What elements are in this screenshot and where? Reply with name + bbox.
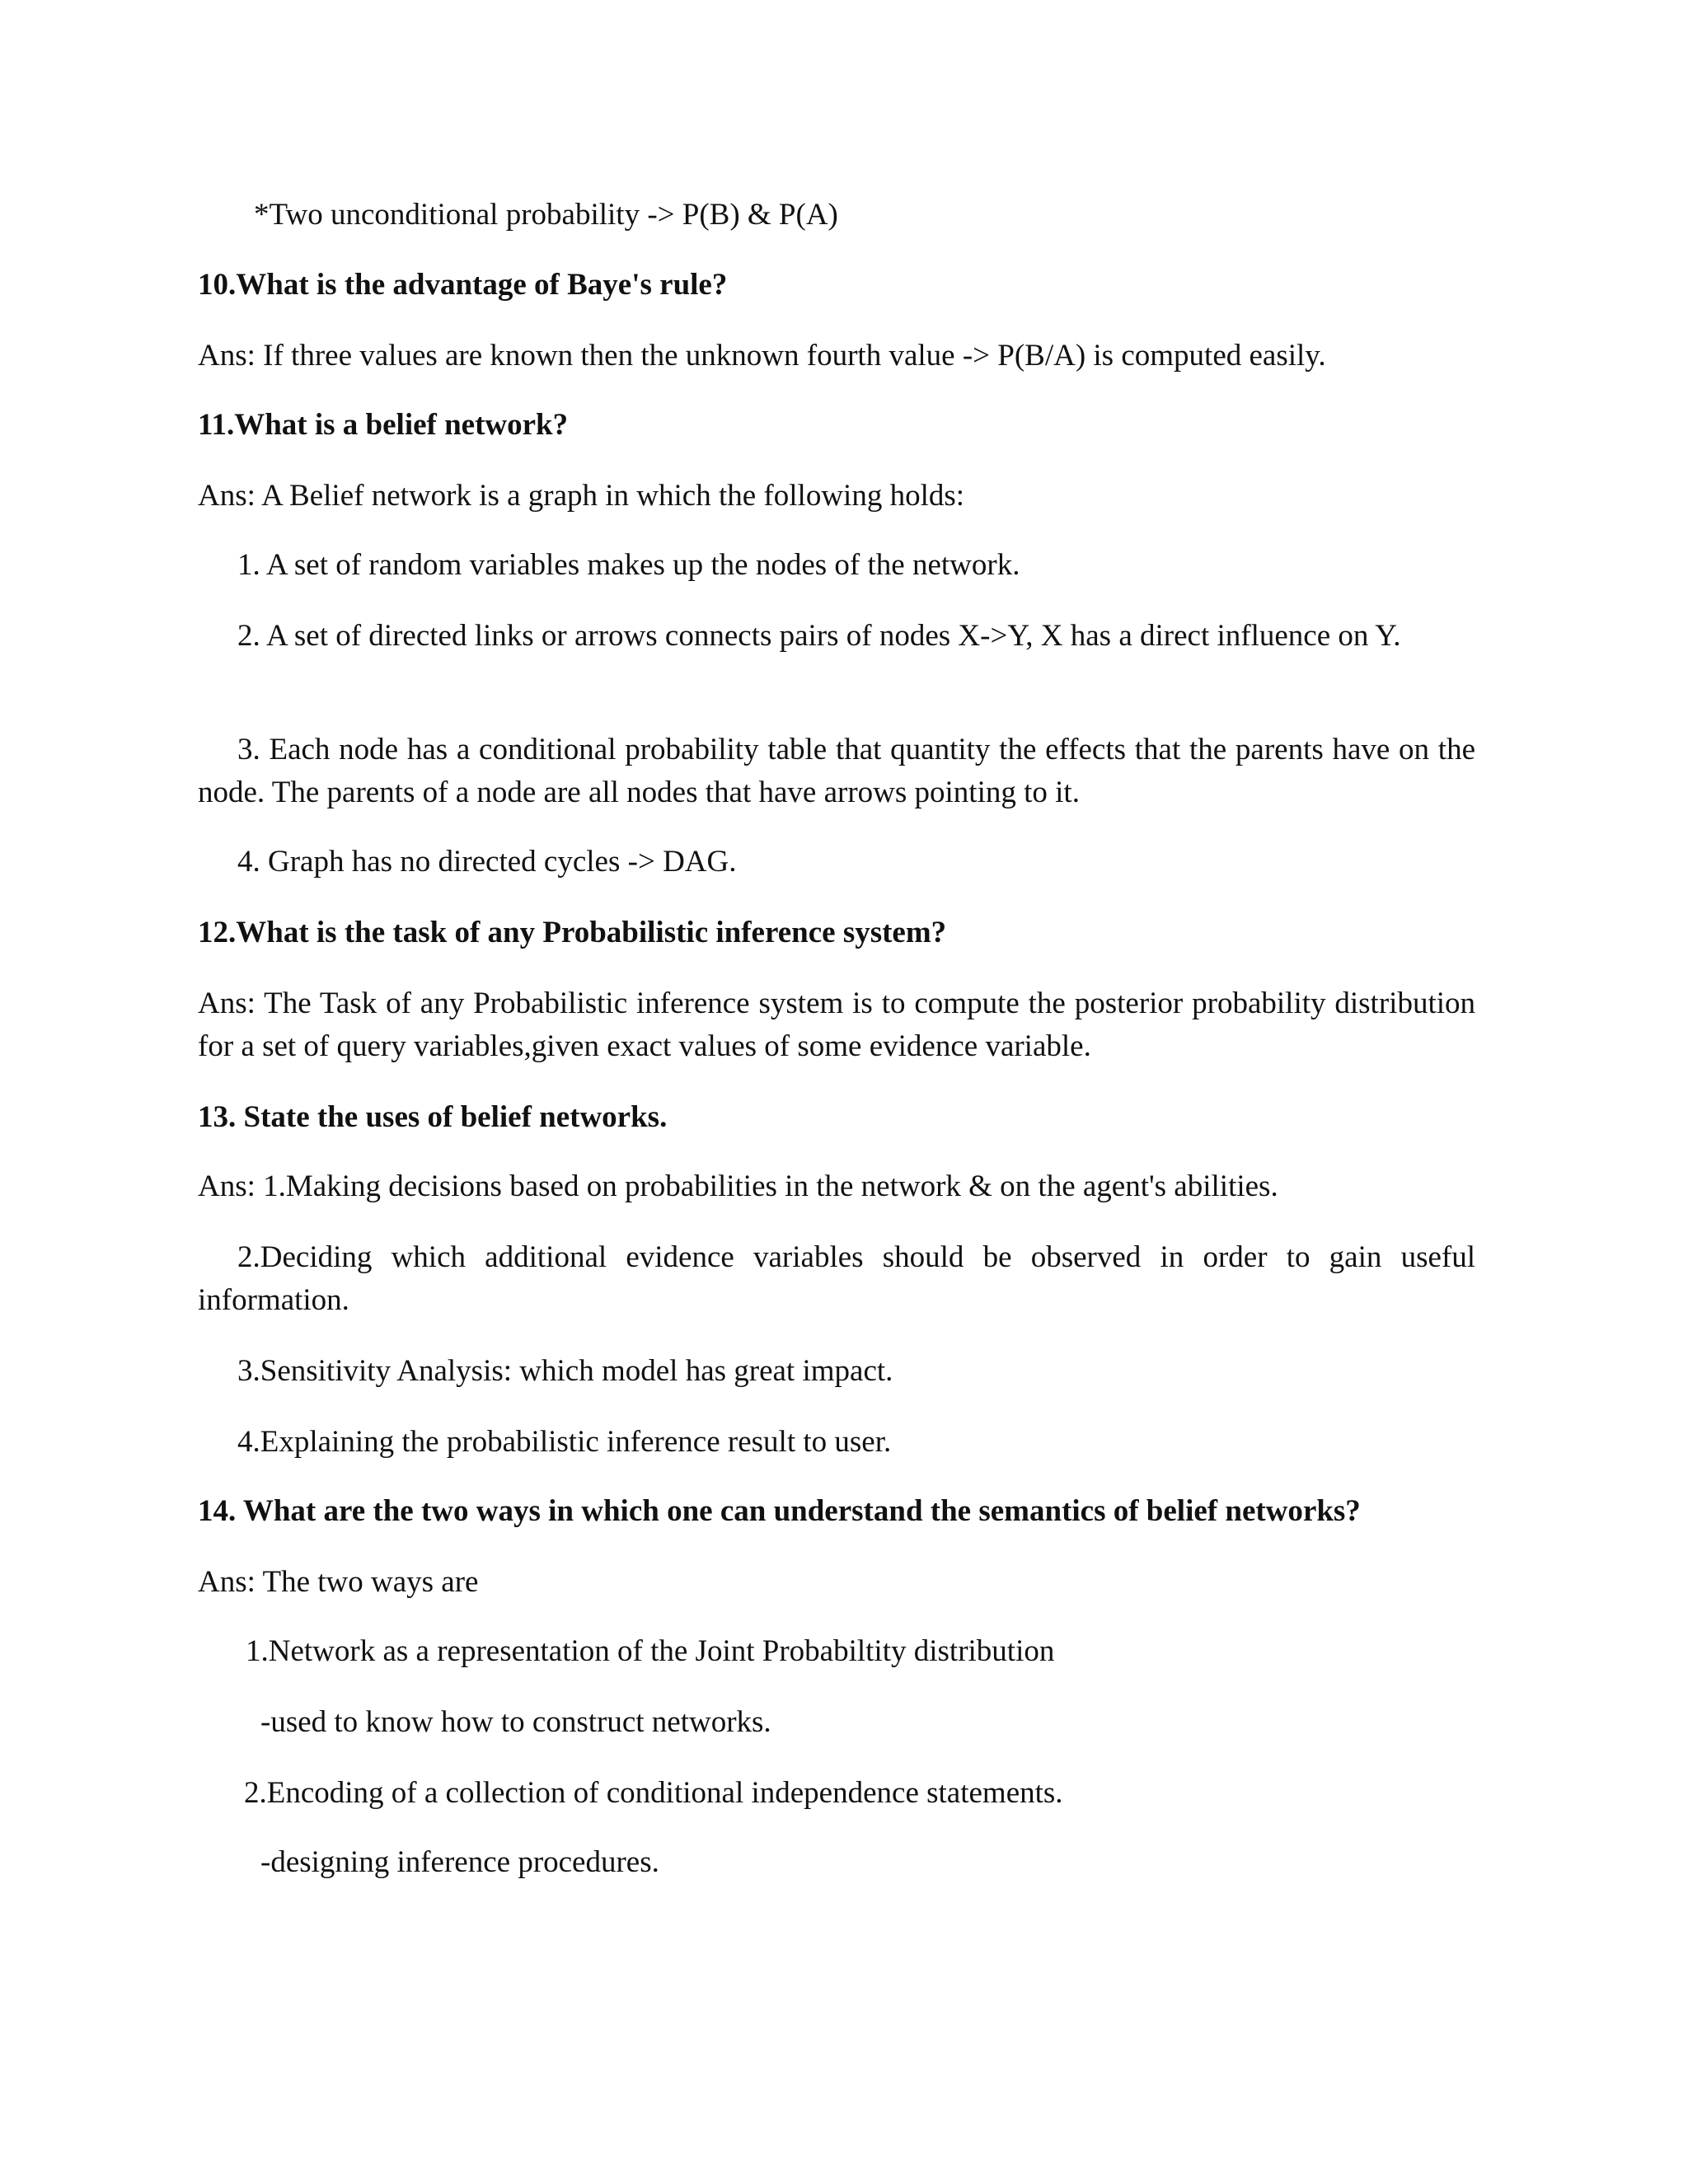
question-11: 11.What is a belief network? xyxy=(198,408,569,442)
answer-11-item-2: 2. A set of directed links or arrows connects pairs of nodes X->Y, X has a direct influence on Y. xyxy=(237,619,1401,653)
question-14: 14. What are the two ways in which one can understand the semantics of belief networks? xyxy=(198,1494,1361,1528)
answer-14-item-1: 1.Network as a representation of the Joint Probabiltity distribution xyxy=(246,1634,1055,1668)
answer-14-item-2-note: -designing inference procedures. xyxy=(260,1845,659,1879)
answer-12: Ans: The Task of any Probabilistic inference system is to compute the posterior probability distribution for a set of query variables,given exact values of some evidence variable. xyxy=(198,987,1475,1063)
answer-14: Ans: The two ways are xyxy=(198,1565,479,1599)
answer-11-item-4: 4. Graph has no directed cycles -> DAG. xyxy=(237,845,737,879)
question-10: 10.What is the advantage of Baye's rule? xyxy=(198,268,728,302)
answer-13: Ans: 1.Making decisions based on probabilities in the network & on the agent's abilities. xyxy=(198,1169,1278,1203)
answer-11: Ans: A Belief network is a graph in which the following holds: xyxy=(198,479,965,513)
answer-13-item-4: 4.Explaining the probabilistic inference result to user. xyxy=(237,1425,892,1459)
answer-11-item-3: 3. Each node has a conditional probability table that quantity the effects that the parents have on the node. The parents of a node are all nodes that have arrows pointing to it. xyxy=(198,733,1475,809)
answer-10: Ans: If three values are known then the unknown fourth value -> P(B/A) is computed easily. xyxy=(198,339,1326,373)
answer-13-item-3: 3.Sensitivity Analysis: which model has great impact. xyxy=(237,1354,893,1388)
answer-11-item-1: 1. A set of random variables makes up the nodes of the network. xyxy=(237,548,1020,582)
intro-bullet: *Two unconditional probability -> P(B) & P(A) xyxy=(254,198,838,232)
answer-13-item-2: 2.Deciding which additional evidence variables should be observed in order to gain useful information. xyxy=(198,1240,1475,1317)
answer-14-item-2: 2.Encoding of a collection of conditional independence statements. xyxy=(244,1776,1063,1810)
question-13: 13. State the uses of belief networks. xyxy=(198,1100,668,1134)
answer-14-item-1-note: -used to know how to construct networks. xyxy=(260,1705,771,1739)
question-12: 12.What is the task of any Probabilistic inference system? xyxy=(198,916,947,949)
